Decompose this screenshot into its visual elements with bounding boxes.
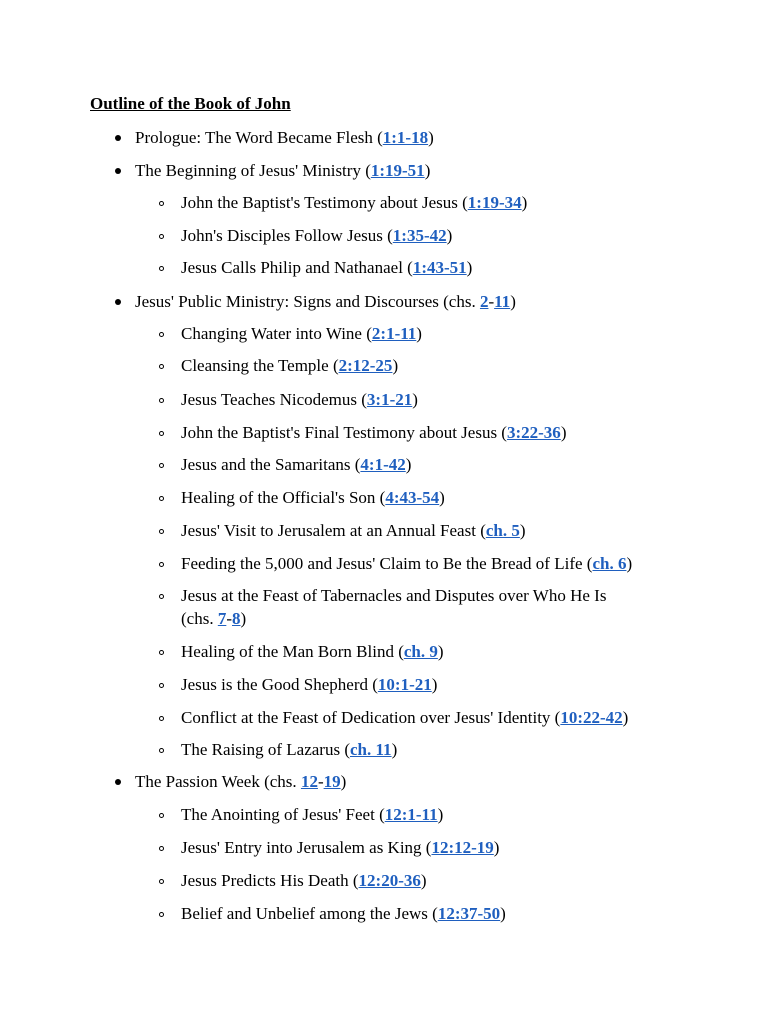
outline-subitem (181, 836, 499, 859)
scripture-reference-link[interactable]: 10:22-42 (560, 708, 623, 727)
scripture-reference-link[interactable]: 12:20-36 (358, 871, 421, 890)
scripture-reference-link[interactable]: 1:19-34 (467, 193, 522, 212)
sub-bullet-icon (159, 846, 164, 851)
outline-subitem (181, 453, 411, 476)
outline-subitem (181, 486, 445, 509)
outline-text: - (488, 292, 495, 311)
outline-text: ) (424, 161, 431, 180)
outline-subitem (181, 388, 418, 411)
scripture-reference-link[interactable]: ch. 9 (403, 642, 438, 661)
sub-bullet-icon (159, 332, 164, 337)
scripture-reference-link[interactable]: 1:43-51 (412, 258, 467, 277)
scripture-reference-link[interactable]: ch. 11 (350, 740, 392, 759)
outline-text: ) (240, 609, 247, 628)
scripture-reference-link[interactable]: 4:43-54 (385, 488, 440, 507)
outline-text: ) (466, 258, 473, 277)
outline-subitem (181, 224, 452, 247)
sub-bullet-icon (159, 594, 164, 599)
bullet-icon (115, 135, 121, 141)
sub-bullet-icon (159, 463, 164, 468)
outline-text: Healing of the Official's Son ( (181, 488, 386, 507)
outline-subitem (181, 803, 443, 826)
scripture-reference-link[interactable]: 2:12-25 (338, 356, 393, 375)
sub-bullet-icon (159, 266, 164, 271)
scripture-reference-link[interactable]: 1:35-42 (392, 226, 447, 245)
sub-bullet-icon (159, 496, 164, 501)
scripture-reference-link[interactable]: 12:12-19 (431, 838, 494, 857)
outline-text: The Beginning of Jesus' Ministry ( (135, 161, 371, 180)
outline-text: Jesus Calls Philip and Nathanael ( (181, 258, 413, 277)
sub-bullet-icon (159, 683, 164, 688)
outline-text: ) (391, 740, 398, 759)
scripture-reference-link[interactable]: 12 (300, 772, 318, 791)
outline-item (135, 290, 516, 313)
outline-text: ) (446, 226, 453, 245)
outline-subitem (181, 584, 606, 607)
sub-bullet-icon (159, 650, 164, 655)
sub-bullet-icon (159, 201, 164, 206)
outline-text: Jesus' Visit to Jerusalem at an Annual Feast ( (181, 521, 486, 540)
scripture-reference-link[interactable]: 8 (232, 609, 241, 628)
outline-text: - (317, 772, 324, 791)
outline-subitem (181, 354, 398, 377)
outline-subitem-continuation (181, 607, 246, 630)
outline-item (135, 126, 434, 149)
scripture-reference-link[interactable]: 7 (217, 609, 227, 628)
bullet-icon (115, 779, 121, 785)
outline-subitem (181, 519, 526, 542)
outline-subitem (181, 421, 566, 444)
outline-text: ) (622, 708, 629, 727)
outline-subitem (181, 640, 444, 663)
outline-text: ) (521, 193, 528, 212)
scripture-reference-link[interactable]: 3:1-21 (366, 390, 413, 409)
outline-subitem (181, 673, 437, 696)
outline-text: ) (428, 128, 434, 147)
outline-text: Feeding the 5,000 and Jesus' Claim to Be the Bread of Life ( (181, 554, 593, 573)
outline-text: ) (431, 675, 438, 694)
document-title: Outline of the Book of John (90, 94, 291, 113)
outline-subitem (181, 706, 628, 729)
outline-text: Belief and Unbelief among the Jews ( (181, 904, 438, 923)
outline-text: John's Disciples Follow Jesus ( (181, 226, 393, 245)
outline-text: ) (412, 390, 418, 409)
outline-text: ) (626, 554, 633, 573)
outline-text: The Passion Week (chs. (135, 772, 301, 791)
outline-text: ) (500, 904, 506, 923)
outline-text: ) (416, 324, 422, 343)
sub-bullet-icon (159, 529, 164, 534)
outline-subitem (181, 869, 427, 892)
scripture-reference-link[interactable]: 10:1-21 (377, 675, 432, 694)
sub-bullet-icon (159, 813, 164, 818)
outline-text: Jesus' Entry into Jerusalem as King ( (181, 838, 432, 857)
sub-bullet-icon (159, 234, 164, 239)
outline-subitem (181, 902, 506, 925)
outline-item (135, 159, 430, 182)
outline-text: Jesus Predicts His Death ( (181, 871, 359, 890)
sub-bullet-icon (159, 398, 164, 403)
outline-text: Jesus at the Feast of Tabernacles and Disputes over Who He Is (181, 586, 607, 605)
outline-text: (chs. (181, 609, 218, 628)
outline-text: ) (437, 805, 444, 824)
outline-text: Healing of the Man Born Blind ( (181, 642, 404, 661)
scripture-reference-link[interactable]: 4:1-42 (360, 455, 406, 474)
outline-text: ) (560, 423, 567, 442)
outline-text: ) (437, 642, 444, 661)
outline-subitem (181, 552, 632, 575)
outline-text: Cleansing the Temple ( (181, 356, 339, 375)
scripture-reference-link[interactable]: 3:22-36 (506, 423, 561, 442)
outline-text: The Raising of Lazarus ( (181, 740, 350, 759)
outline-text: Prologue: The Word Became Flesh ( (135, 128, 383, 147)
outline-text: Jesus and the Samaritans ( (181, 455, 361, 474)
scripture-reference-link[interactable]: ch. 6 (592, 554, 627, 573)
sub-bullet-icon (159, 912, 164, 917)
sub-bullet-icon (159, 879, 164, 884)
sub-bullet-icon (159, 431, 164, 436)
sub-bullet-icon (159, 562, 164, 567)
outline-text: ) (405, 455, 412, 474)
outline-subitem (181, 322, 422, 345)
outline-text: ) (392, 356, 399, 375)
outline-subitem (181, 256, 472, 279)
outline-text: ) (519, 521, 526, 540)
outline-text: ) (420, 871, 427, 890)
outline-text: Changing Water into Wine ( (181, 324, 372, 343)
outline-text: Conflict at the Feast of Dedication over Jesus' Identity ( (181, 708, 561, 727)
bullet-icon (115, 299, 121, 305)
outline-text: John the Baptist's Final Testimony about Jesus ( (181, 423, 507, 442)
outline-text: ) (510, 292, 516, 311)
scripture-reference-link[interactable]: 12:1-11 (384, 805, 438, 824)
sub-bullet-icon (159, 748, 164, 753)
sub-bullet-icon (159, 364, 164, 369)
sub-bullet-icon (159, 716, 164, 721)
scripture-reference-link[interactable]: 1:19-51 (370, 161, 425, 180)
scripture-reference-link[interactable]: 2:1-11 (371, 324, 417, 343)
bullet-icon (115, 168, 121, 174)
outline-item (135, 770, 346, 793)
scripture-reference-link[interactable]: 12:37-50 (437, 904, 501, 923)
outline-subitem (181, 738, 397, 761)
scripture-reference-link[interactable]: 1:1-18 (382, 128, 429, 147)
outline-text: The Anointing of Jesus' Feet ( (181, 805, 385, 824)
outline-text: Jesus' Public Ministry: Signs and Discourses (chs. (135, 292, 480, 311)
scripture-reference-link[interactable]: 2 (479, 292, 489, 311)
outline-text: John the Baptist's Testimony about Jesus ( (181, 193, 468, 212)
outline-text: Jesus is the Good Shepherd ( (181, 675, 378, 694)
scripture-reference-link[interactable]: 19 (323, 772, 341, 791)
outline-text: ) (439, 488, 445, 507)
outline-text: - (226, 609, 232, 628)
outline-text: Jesus Teaches Nicodemus ( (181, 390, 367, 409)
outline-text: ) (493, 838, 500, 857)
scripture-reference-link[interactable]: ch. 5 (485, 521, 520, 540)
outline-subitem (181, 191, 527, 214)
scripture-reference-link[interactable]: 11 (494, 292, 511, 311)
outline-text: ) (340, 772, 347, 791)
